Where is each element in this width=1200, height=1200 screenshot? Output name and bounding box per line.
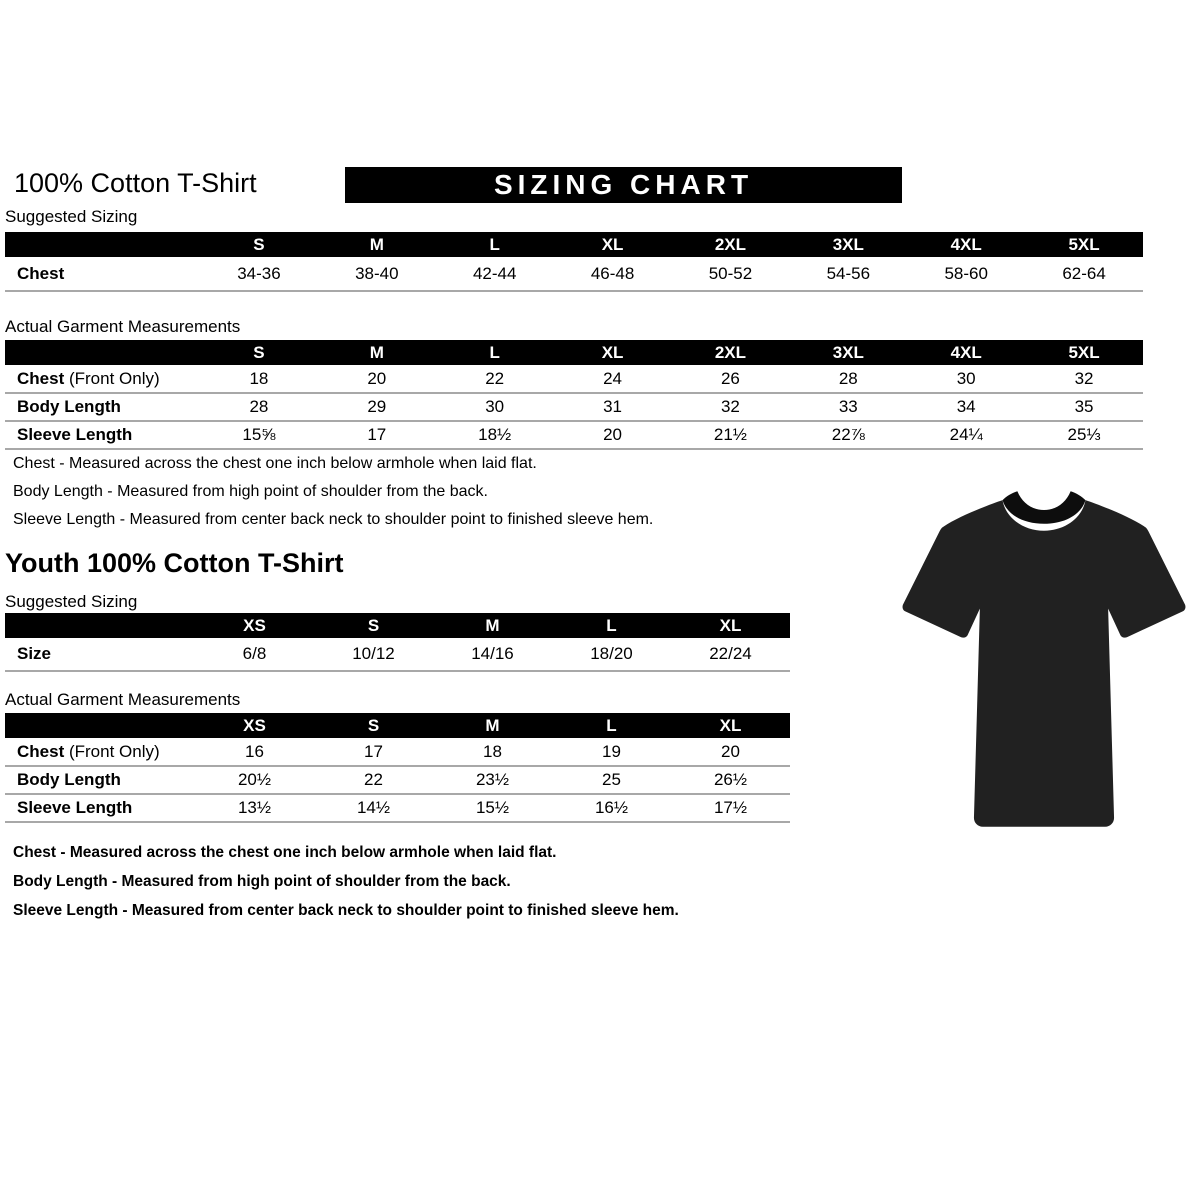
size-value-cell: 58-60 [907,257,1025,291]
row-label: Body Length [17,397,121,416]
size-column-header: M [433,613,552,638]
corner-cell [5,713,195,738]
row-label: Sleeve Length [17,425,133,444]
row-label: Chest [17,368,65,388]
size-column-header: S [200,340,318,365]
row-label: Body Length [17,770,121,789]
size-column-header: XS [195,713,314,738]
table-row [5,738,790,766]
size-value-cell: 32 [672,393,790,421]
size-column-header: XL [671,713,790,738]
size-value-cell: 22/24 [671,638,790,671]
note-chest: Chest - Measured across the chest one inch below armhole when laid flat. [13,455,537,472]
size-column-header: L [552,613,671,638]
tshirt-collar-shape [1003,491,1086,524]
size-value-cell: 30 [907,365,1025,393]
size-value-cell: 10/12 [314,638,433,671]
size-value-cell: 26 [672,365,790,393]
size-column-header: 3XL [789,340,907,365]
size-column-header: XS [195,613,314,638]
row-label-cell [5,638,195,671]
size-value-cell: 19 [552,738,671,766]
size-value-cell: 29 [318,393,436,421]
row-label: Chest [17,741,65,761]
size-column-header: 4XL [907,232,1025,257]
size-value-cell: 15½ [433,794,552,822]
note-chest: Chest - Measured across the chest one inch below armhole when laid flat. [13,844,557,861]
table-row [5,393,1143,421]
size-value-cell: 22 [436,365,554,393]
size-value-cell: 18/20 [552,638,671,671]
size-value-cell: 18 [200,365,318,393]
size-value-cell: 24 [554,365,672,393]
size-column-header: S [200,232,318,257]
size-column-header: 5XL [1025,232,1143,257]
size-value-cell: 31 [554,393,672,421]
size-column-header: XL [671,613,790,638]
note-body-length: Body Length - Measured from high point of shoulder from the back. [13,483,488,500]
adult-suggested-sizing-label: Suggested Sizing [5,207,138,226]
size-value-cell: 22⅞ [789,421,907,449]
size-column-header: XL [554,232,672,257]
size-value-cell: 32 [1025,365,1143,393]
size-column-header: M [318,232,436,257]
size-column-header: 3XL [789,232,907,257]
size-value-cell: 13½ [195,794,314,822]
table-row [5,365,1143,393]
size-value-cell: 20 [318,365,436,393]
sizing-chart-banner: SIZING CHART [345,167,902,203]
size-value-cell: 24¼ [907,421,1025,449]
note-body-length: Body Length - Measured from high point of shoulder from the back. [13,873,511,890]
table-row [5,794,790,822]
row-label-cell [5,738,195,766]
page-title: 100% Cotton T-Shirt [14,168,257,198]
size-value-cell: 20 [554,421,672,449]
size-value-cell: 38-40 [318,257,436,291]
row-label-cell [5,257,200,291]
youth-suggested-sizing-label: Suggested Sizing [5,592,138,611]
youth-suggested-sizing-table [5,613,790,672]
size-value-cell: 14/16 [433,638,552,671]
adult-measurement-notes [13,454,653,538]
note-sleeve-length: Sleeve Length - Measured from center back neck to shoulder point to finished sleeve hem. [13,511,654,528]
size-value-cell: 22 [314,766,433,794]
size-value-cell: 18 [433,738,552,766]
size-column-header: 2XL [672,232,790,257]
table-header-row [5,340,1143,365]
size-value-cell: 62-64 [1025,257,1143,291]
size-column-header: L [552,713,671,738]
size-value-cell: 18½ [436,421,554,449]
size-value-cell: 16½ [552,794,671,822]
youth-actual-measurements-table [5,713,790,823]
size-value-cell: 28 [789,365,907,393]
size-value-cell: 16 [195,738,314,766]
row-label: Sleeve Length [17,798,133,817]
size-value-cell: 33 [789,393,907,421]
youth-measurement-notes [13,843,679,930]
size-value-cell: 14½ [314,794,433,822]
table-row [5,766,790,794]
table-row [5,421,1143,449]
tshirt-body-shape [903,500,1186,827]
row-label-suffix: (Front Only) [64,368,160,388]
youth-actual-measurements-label: Actual Garment Measurements [5,690,241,709]
size-value-cell: 6/8 [195,638,314,671]
size-value-cell: 34-36 [200,257,318,291]
row-label-cell [5,393,200,421]
note-sleeve-length: Sleeve Length - Measured from center back neck to shoulder point to finished sleeve hem. [13,902,679,919]
size-column-header: M [433,713,552,738]
row-label: Chest [17,263,65,283]
size-value-cell: 17 [314,738,433,766]
corner-cell [5,613,195,638]
size-column-header: S [314,713,433,738]
size-value-cell: 17 [318,421,436,449]
adult-actual-measurements-table [5,340,1143,450]
size-value-cell: 25⅓ [1025,421,1143,449]
row-label-cell [5,365,200,393]
row-label-suffix: (Front Only) [64,741,160,761]
youth-section-title: Youth 100% Cotton T-Shirt [5,548,344,578]
row-label: Size [17,644,52,663]
size-column-header: S [314,613,433,638]
adult-suggested-sizing-table [5,232,1143,292]
corner-cell [5,232,200,257]
size-value-cell: 21½ [672,421,790,449]
size-column-header: 5XL [1025,340,1143,365]
size-column-header: XL [554,340,672,365]
adult-actual-measurements-label: Actual Garment Measurements [5,317,241,336]
tshirt-graphic [896,476,1192,836]
size-value-cell: 23½ [433,766,552,794]
table-header-row [5,713,790,738]
size-value-cell: 50-52 [672,257,790,291]
row-label-cell [5,421,200,449]
table-header-row [5,613,790,638]
size-value-cell: 20½ [195,766,314,794]
size-value-cell: 28 [200,393,318,421]
size-value-cell: 46-48 [554,257,672,291]
size-column-header: 4XL [907,340,1025,365]
size-value-cell: 42-44 [436,257,554,291]
size-value-cell: 20 [671,738,790,766]
size-column-header: L [436,340,554,365]
size-column-header: M [318,340,436,365]
table-row [5,257,1143,291]
size-value-cell: 26½ [671,766,790,794]
row-label-cell [5,766,195,794]
size-column-header: 2XL [672,340,790,365]
size-value-cell: 17½ [671,794,790,822]
size-value-cell: 35 [1025,393,1143,421]
table-header-row [5,232,1143,257]
table-row [5,638,790,671]
size-column-header: L [436,232,554,257]
corner-cell [5,340,200,365]
row-label-cell [5,794,195,822]
size-value-cell: 54-56 [789,257,907,291]
black-tshirt-image [896,476,1192,836]
size-value-cell: 25 [552,766,671,794]
size-value-cell: 34 [907,393,1025,421]
size-value-cell: 15⅝ [200,421,318,449]
size-value-cell: 30 [436,393,554,421]
